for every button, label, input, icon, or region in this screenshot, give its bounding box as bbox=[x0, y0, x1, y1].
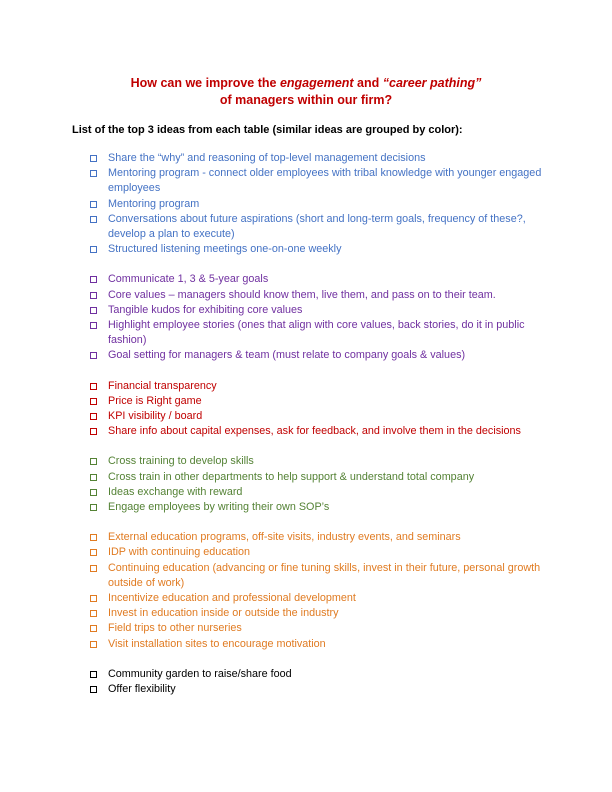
list-item-text: KPI visibility / board bbox=[108, 410, 203, 423]
list-item-text: Mentoring program bbox=[108, 197, 200, 210]
list-item-text: IDP with continuing education bbox=[108, 546, 251, 559]
checkbox-icon bbox=[90, 352, 97, 359]
idea-group bbox=[90, 667, 550, 697]
list-item-text: Conversations about future aspirations (short and long-term goals, frequency of these?, develop a plan to execute) bbox=[108, 212, 526, 241]
list-item bbox=[90, 606, 550, 621]
checkbox-icon bbox=[90, 155, 97, 162]
list-item-text: Incentivize education and professional development bbox=[108, 592, 356, 605]
list-item bbox=[90, 318, 550, 348]
checkbox-icon bbox=[90, 565, 97, 572]
checkbox-icon bbox=[90, 216, 97, 223]
idea-group bbox=[90, 151, 550, 257]
list-item bbox=[90, 470, 550, 485]
list-item bbox=[90, 166, 550, 196]
list-item bbox=[90, 409, 550, 424]
list-item-text: Tangible kudos for exhibiting core values bbox=[108, 303, 303, 316]
title-text-a: How can we improve the bbox=[130, 76, 280, 90]
idea-group bbox=[90, 530, 550, 652]
list-item-text: Price is Right game bbox=[108, 394, 202, 407]
list-item bbox=[90, 454, 550, 469]
list-item bbox=[90, 500, 550, 515]
list-item bbox=[90, 485, 550, 500]
checkbox-icon bbox=[90, 292, 97, 299]
list-item bbox=[90, 348, 550, 363]
checkbox-icon bbox=[90, 686, 97, 693]
checkbox-icon bbox=[90, 383, 97, 390]
list-item bbox=[90, 379, 550, 394]
checkbox-icon bbox=[90, 413, 97, 420]
list-item-text: Community garden to raise/share food bbox=[108, 667, 292, 680]
list-item-text: Share info about capital expenses, ask for feedback, and involve them in the decisions bbox=[108, 425, 521, 438]
checkbox-icon bbox=[90, 307, 97, 314]
checkbox-icon bbox=[90, 534, 97, 541]
list-item bbox=[90, 394, 550, 409]
list-item-text: Ideas exchange with reward bbox=[108, 485, 243, 498]
list-item-text: Engage employees by writing their own SOP’s bbox=[108, 501, 330, 514]
list-item-text: Offer flexibility bbox=[108, 683, 176, 696]
list-item bbox=[90, 682, 550, 697]
checkbox-icon bbox=[90, 474, 97, 481]
checkbox-icon bbox=[90, 504, 97, 511]
idea-groups bbox=[90, 151, 550, 712]
list-item bbox=[90, 212, 550, 242]
checkbox-icon bbox=[90, 610, 97, 617]
list-item-text: Communicate 1, 3 & 5-year goals bbox=[108, 273, 269, 286]
list-item bbox=[90, 591, 550, 606]
list-item bbox=[90, 545, 550, 560]
idea-group bbox=[90, 272, 550, 363]
list-item-text: Cross training to develop skills bbox=[108, 455, 254, 468]
checkbox-icon bbox=[90, 671, 97, 678]
list-item-text: Cross train in other departments to help support & understand total company bbox=[108, 470, 475, 483]
checkbox-icon bbox=[90, 246, 97, 253]
checkbox-icon bbox=[90, 595, 97, 602]
list-item bbox=[90, 272, 550, 287]
idea-group bbox=[90, 454, 550, 515]
list-item-text: Financial transparency bbox=[108, 379, 217, 392]
title-emphasis-engagement: engagement bbox=[279, 76, 354, 90]
list-item bbox=[90, 667, 550, 682]
checkbox-icon bbox=[90, 398, 97, 405]
list-item bbox=[90, 561, 550, 591]
list-item-text: Share the “why” and reasoning of top-level management decisions bbox=[108, 152, 426, 164]
idea-group bbox=[90, 379, 550, 440]
list-item bbox=[90, 151, 550, 166]
checkbox-icon bbox=[90, 641, 97, 648]
list-item-text: Mentoring program - connect older employees with tribal knowledge with younger engaged employees bbox=[108, 167, 542, 195]
list-item bbox=[90, 303, 550, 318]
checkbox-icon bbox=[90, 549, 97, 556]
list-heading: List of the top 3 ideas from each table (similar ideas are grouped by color): bbox=[72, 124, 463, 136]
title-emphasis-career-pathing: “career pathing” bbox=[382, 76, 482, 90]
list-item-text: Goal setting for managers & team (must relate to company goals & values) bbox=[108, 349, 466, 362]
list-item bbox=[90, 424, 550, 439]
list-item bbox=[90, 637, 550, 652]
list-item-text: Visit installation sites to encourage motivation bbox=[108, 637, 326, 650]
checkbox-icon bbox=[90, 322, 97, 329]
checkbox-icon bbox=[90, 170, 97, 177]
checkbox-icon bbox=[90, 428, 97, 435]
title-text-b: and bbox=[353, 76, 383, 90]
list-item bbox=[90, 197, 550, 212]
list-item-text: Continuing education (advancing or fine tuning skills, invest in their future, personal growth outside of work) bbox=[108, 561, 541, 589]
list-item bbox=[90, 621, 550, 636]
list-item-text: Invest in education inside or outside the industry bbox=[108, 607, 339, 620]
list-item-text: Core values – managers should know them, live them, and pass on to their team. bbox=[108, 288, 496, 301]
title-line-2: of managers within our firm? bbox=[219, 93, 393, 107]
checkbox-icon bbox=[90, 458, 97, 465]
checkbox-icon bbox=[90, 489, 97, 496]
checkbox-icon bbox=[90, 625, 97, 632]
list-item-text: Field trips to other nurseries bbox=[108, 622, 242, 635]
list-item bbox=[90, 530, 550, 545]
list-item bbox=[90, 242, 550, 257]
list-item-text: External education programs, off-site visits, industry events, and seminars bbox=[108, 531, 461, 544]
checkbox-icon bbox=[90, 201, 97, 208]
list-item-text: Highlight employee stories (ones that align with core values, back stories, do it in public fashion) bbox=[108, 319, 525, 347]
list-item-text: Structured listening meetings one-on-one weekly bbox=[108, 243, 342, 256]
page-title bbox=[0, 75, 612, 109]
title-line-1 bbox=[0, 75, 612, 92]
checkbox-icon bbox=[90, 276, 97, 283]
list-item bbox=[90, 288, 550, 303]
